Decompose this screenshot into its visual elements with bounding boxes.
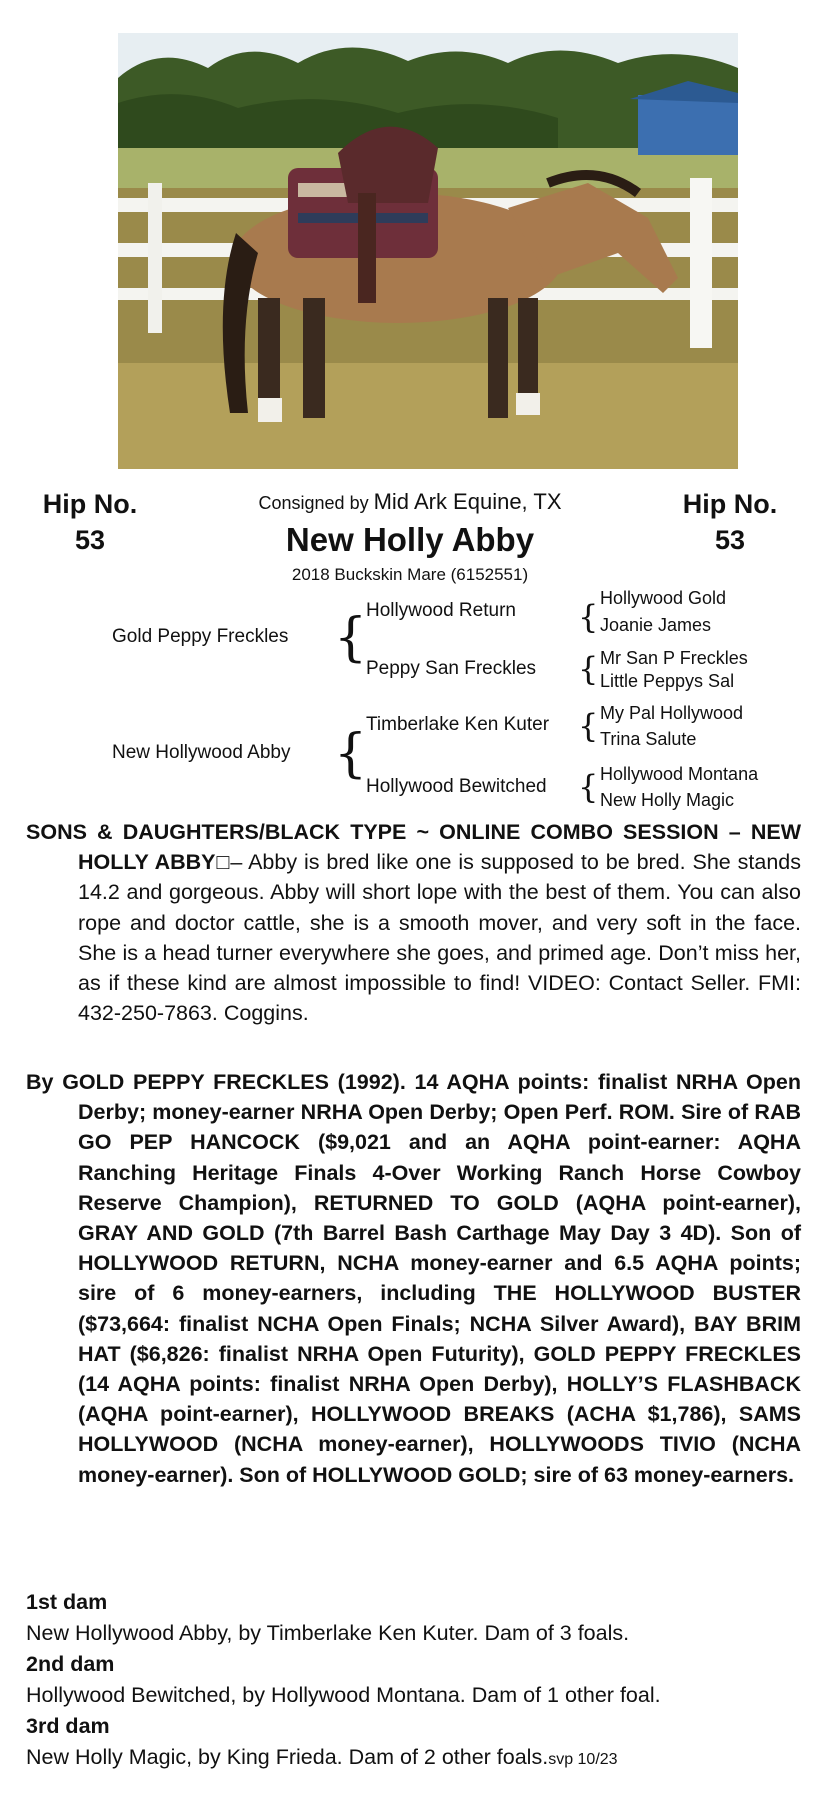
pedigree-brace: { [578, 598, 599, 636]
hip-number-left [20, 486, 160, 558]
sire-info [26, 1067, 801, 1490]
horse-name: New Holly Abby [285, 521, 535, 558]
pedigree-sire-sire: Hollywood Return [366, 600, 516, 621]
pedigree-brace: { [334, 608, 368, 668]
pedigree-dam: New Hollywood Abby [112, 742, 291, 763]
dam-3-text: New Holly Magic, by King Frieda. Dam of 2 other foals. [26, 1745, 549, 1769]
dam-1-label: 1st dam [26, 1590, 108, 1614]
description-paragraph [26, 817, 801, 1028]
pedigree-brace: { [578, 768, 599, 806]
pedigree-g3-3: Mr San P Freckles [600, 648, 748, 668]
dam-2-text: Hollywood Bewitched, by Hollywood Montana. Dam of 1 other foal. [26, 1683, 661, 1707]
description-heading: SONS & DAUGHTERS/BLACK TYPE ~ ONLINE COMBO SESSION – NEW HOLLY ABBY□ [26, 820, 801, 875]
pedigree-g3-8: New Holly Magic [600, 790, 735, 810]
footer-code: svp 10/23 [548, 1751, 618, 1768]
hip-number: 53 [74, 525, 106, 555]
dam-2-label: 2nd dam [26, 1652, 115, 1676]
pedigree-sire: Gold Peppy Freckles [112, 626, 289, 647]
hip-number-right [660, 486, 800, 558]
pedigree-g3-7: Hollywood Montana [600, 764, 759, 784]
pedigree-g3-4: Little Peppys Sal [600, 671, 735, 691]
pedigree-g3-1: Hollywood Gold [600, 588, 727, 608]
dam-3-label: 3rd dam [26, 1714, 110, 1738]
dam-lines [26, 1587, 801, 1775]
pedigree-brace: { [578, 707, 599, 745]
hip-number: 53 [714, 525, 746, 555]
hip-label: Hip No. [682, 489, 778, 519]
dam-3-line [26, 1742, 801, 1775]
horse-photo [118, 33, 738, 469]
consignor-name: Mid Ark Equine, TX [373, 489, 562, 514]
sire-info-paragraph: By GOLD PEPPY FRECKLES (1992). 14 AQHA points: finalist NRHA Open Derby; money-earner NRHA Open Derby; Open Perf. ROM. Sire of RAB GO PEP HANCOCK ($9,021 and an AQHA point-earner: AQHA Ranching Heritage Finals 4-Over Working Ranch Horse Cowboy Reserve Champion), RETURNED TO GOLD (AQHA point-earner), GRAY AND GOLD (7th Barrel Bash Carthage May Day 3 4D). Son of HOLLYWOOD RETURN, NCHA money-earner and 6.5 AQHA points; sire of 6 money-earners, including THE HOLLYWOOD BUSTER ($73,664: finalist NCHA Open Finals; NCHA Silver Award), BAY BRIM HAT ($6,826: finalist NRHA Open Futurity), GOLD PEPPY FRECKLES (14 AQHA points: finalist NRHA Open Derby), HOLLY’S FLASHBACK (AQHA point-earner), HOLLYWOOD BREAKS (ACHA $1,786), SAMS HOLLYWOOD (NCHA money-earner), HOLLYWOODS TIVIO (NCHA money-earner). Son of HOLLYWOOD GOLD; sire of 63 money-earners. [26, 1070, 801, 1487]
consigned-line [200, 488, 620, 517]
pedigree-g3-6: Trina Salute [600, 729, 697, 749]
pedigree-brace: { [334, 724, 368, 784]
description [26, 817, 801, 1028]
pedigree-dam-dam: Hollywood Bewitched [366, 776, 547, 797]
hip-label: Hip No. [42, 489, 138, 519]
pedigree-g3-2: Joanie James [600, 615, 712, 635]
description-text: – Abby is bred like one is supposed to be bred. She stands 14.2 and gorgeous. Abby will short lope with the best of them. You can also rope and doctor cattle, she is a smooth mover, and very soft in the face. She is a head turner everywhere she goes, and primed age. Don’t miss her, as if these kind are almost impossible to find! VIDEO: Contact Seller. FMI: 432-250-7863. Coggins. [78, 850, 801, 1026]
pedigree-sire-dam: Peppy San Freckles [366, 658, 537, 679]
dam-1-text: New Hollywood Abby, by Timberlake Ken Kuter. Dam of 3 foals. [26, 1621, 630, 1645]
pedigree-brace: { [578, 650, 599, 688]
pedigree-g3-5: My Pal Hollywood [600, 703, 744, 723]
consigned-prefix: Consigned by [258, 493, 369, 513]
pedigree-dam-sire: Timberlake Ken Kuter [366, 714, 550, 735]
horse-description: 2018 Buckskin Mare (6152551) [291, 565, 529, 584]
